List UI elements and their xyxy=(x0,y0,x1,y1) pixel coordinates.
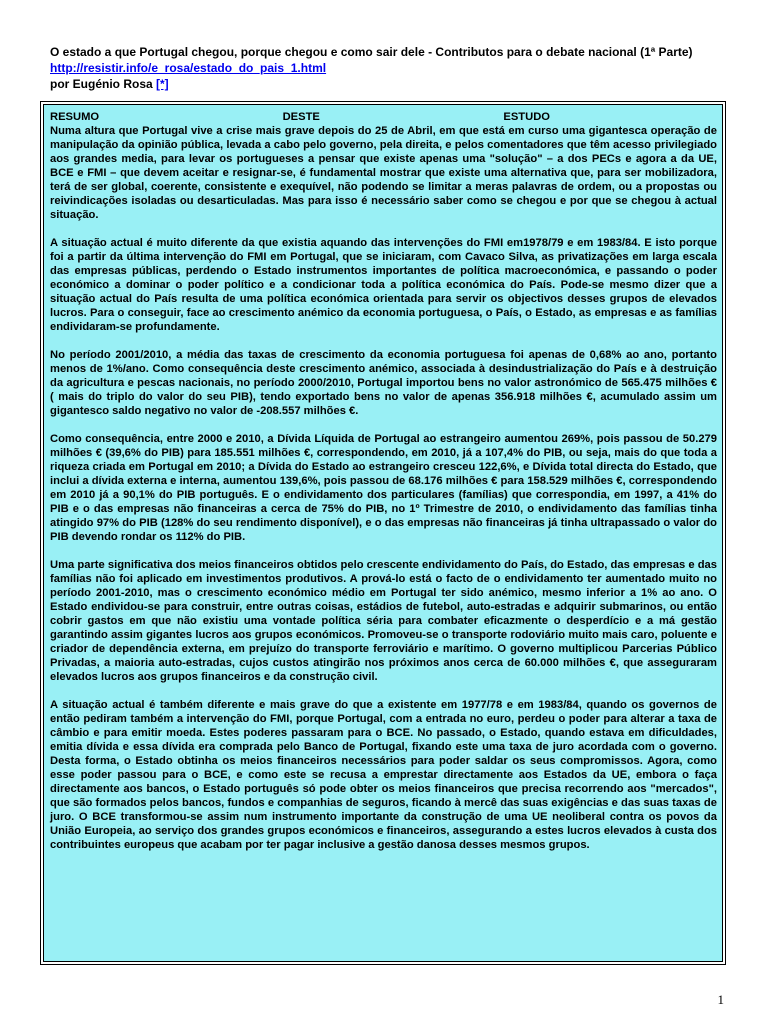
author-line xyxy=(50,76,740,92)
summary-paragraph-6: A situação actual é também diferente e mais grave do que a existente em 1977/78 e em 1983/84, quando os governos de então pediram também a intervenção do FMI, porque Portugal, com a entrada no euro, perdeu o poder para alterar a taxa de câmbio e para emitir moeda. Estes poderes passaram para o BCE. No passado, o Estado, quando estava em dificuldades, emitia dívida e essa dívida era comprada pelo Banco de Portugal, fixando este uma taxa de juro acordada com o governo. Desta forma, o Estado obtinha os meios financeiros necessários para poder saldar os seus compromissos. Agora, como esse poder passou para o BCE, e como este se recusa a emprestar directamente aos Estados da UE, embora o faça directamente aos bancos, o Estado português só pode obter os meios financeiros que precisa recorrendo aos "mercados", que são formados pelos bancos, fundos e companhias de seguros, ficando à mercê das suas exigências e das suas taxas de juro. O BCE transformou-se assim num instrumento importante da construção de uma UE neoliberal contra os povos da União Europeia, ao serviço dos grandes grupos económicos e financeiros, assegurando a estes lucros elevados à custa dos contribuintes europeus que acabam por ter pagar inclusive a gestão danosa desses mesmos grupos. xyxy=(50,699,717,851)
summary-paragraph-5: Uma parte significativa dos meios financeiros obtidos pelo crescente endividamento do País, do Estado, das empresas e das famílias não foi aplicado em investimentos produtivos. A prová-lo está o facto de o endividamento ter aumentado muito no período 2001-2010, mas o crescimento económico médio em Portugal ter sido anémico, mesmo inferior a 1% ao ano. O Estado endividou-se para construir, entre outras coisas, estádios de futebol, auto-estradas e adquirir submarinos, ou então cobrir gastos em que não existiu uma vontade política séria para combater eficazmente o desperdício e a má gestão garantindo assim gigantes lucros aos grupos económicos. Promoveu-se o transporte rodoviário muito mais caro, poluente e criador de dependência externa, em prejuízo do transporte ferroviário e marítimo. O governo multiplicou Parcerias Público Privadas, a maioria auto-estradas, cujos custos atingirão nos próximos anos cerca de 60.000 milhões €, que asseguraram elevados lucros aos grupos financeiros e da construção civil. xyxy=(50,559,717,683)
source-link[interactable]: http://resistir.info/e_rosa/estado_do_pais_1.html xyxy=(50,61,327,75)
summary-heading-word-1: RESUMO xyxy=(50,111,100,123)
summary-paragraph-3: No período 2001/2010, a média das taxas de crescimento da economia portuguesa foi apenas de 0,68% ao ano, portanto menos de 1%/ano. Como consequência deste crescimento anémico, associada à desindustrialização do País e à destruição da agricultura e pescas nacionais, no período 2000/2010, Portugal importou bens no valor astronómico de 565.475 milhões € ( mais do triplo do valor do seu PIB), tendo exportado bens no valor de apenas 356.918 milhões €, acumulado assim um gigantesco saldo negativo no valor de -208.557 milhões €. xyxy=(50,349,717,417)
summary-paragraph-2: A situação actual é muito diferente da que existia aquando das intervenções do FMI em1978/79 e em 1983/84. E isto porque foi a partir da última intervenção do FMI em Portugal, que se iniciaram, com Cavaco Silva, as privatizações em larga escala das empresas públicas, perdendo o Estado instrumentos importantes de política macroeconómica, e passando o poder económico a dominar o poder político e a condicionar toda a política económica do País. Pode-se mesmo dizer que a situação actual do País resulta de uma política económica orientada para servir os objectivos desses grupos de elevados lucros. Para o conseguir, face ao crescimento anémico da economia portuguesa, o País, o Estado, as empresas e as famílias endividaram-se profundamente. xyxy=(50,237,717,333)
summary-paragraph-4: Como consequência, entre 2000 e 2010, a Dívida Líquida de Portugal ao estrangeiro aumentou 269%, pois passou de 50.279 milhões € (39,6% do PIB) para 185.551 milhões €, correspondendo, em 2010, já a 107,4% do PIB, ou seja, mais do que toda a riqueza criada em Portugal em 2010; a Dívida do Estado ao estrangeiro cresceu 122,6%, e Dívida total directa do Estado, que inclui a dívida externa e interna, aumentou 139,6%, pois passou de 68.176 milhões € para 158.529 milhões €, correspondendo em 2010 já a 90,1% do PIB português. E o endividamento dos particulares (famílias) que correspondia, em 1997, a 41% do PIB e o das empresas não financeiras a cerca de 75% do PIB, no 1º Trimestre de 2010, o endividamento das famílias tinha atingido 97% do PIB (128% do seu rendimento disponível), e o das empresas não financeiras já tinha ultrapassado o valor do PIB devendo rondar os 112% do PIB. xyxy=(50,433,717,543)
page-number: 1 xyxy=(717,992,724,1007)
author-name: por Eugénio Rosa xyxy=(50,77,157,91)
summary-paragraph-1: Numa altura que Portugal vive a crise mais grave depois do 25 de Abril, em que está em curso uma gigantesca operação de manipulação da opinião pública, levada a cabo pelo governo, pela direita, e pelos comentadores que têm acesso privilegiado aos grandes media, para levar os portugueses a pensar que existe apenas uma "solução" – a dos PECs e agora a da UE, BCE e FMI – que devem aceitar e resignar-se, é fundamental mostrar que existe uma alternativa que, para ser mobilizadora, terá de ser global, coerente, consistente e exequível, não podendo se limitar a meras palavras de ordem, ou a propostas ou reivindicações isoladas ou desarticuladas. Mas para isso é necessário saber como se chegou e por que se chegou à actual situação. xyxy=(50,125,717,221)
summary-heading-word-2: DESTE xyxy=(282,111,320,123)
summary-heading xyxy=(50,110,550,124)
summary-content xyxy=(43,104,723,962)
author-footnote-link[interactable]: [*] xyxy=(156,77,169,91)
document-header xyxy=(50,44,740,92)
document-title: O estado a que Portugal chegou, porque chegou e como sair dele - Contributos para o debate nacional (1ª Parte) xyxy=(50,45,693,59)
summary-box xyxy=(40,101,726,965)
summary-heading-word-3: ESTUDO xyxy=(503,111,550,123)
